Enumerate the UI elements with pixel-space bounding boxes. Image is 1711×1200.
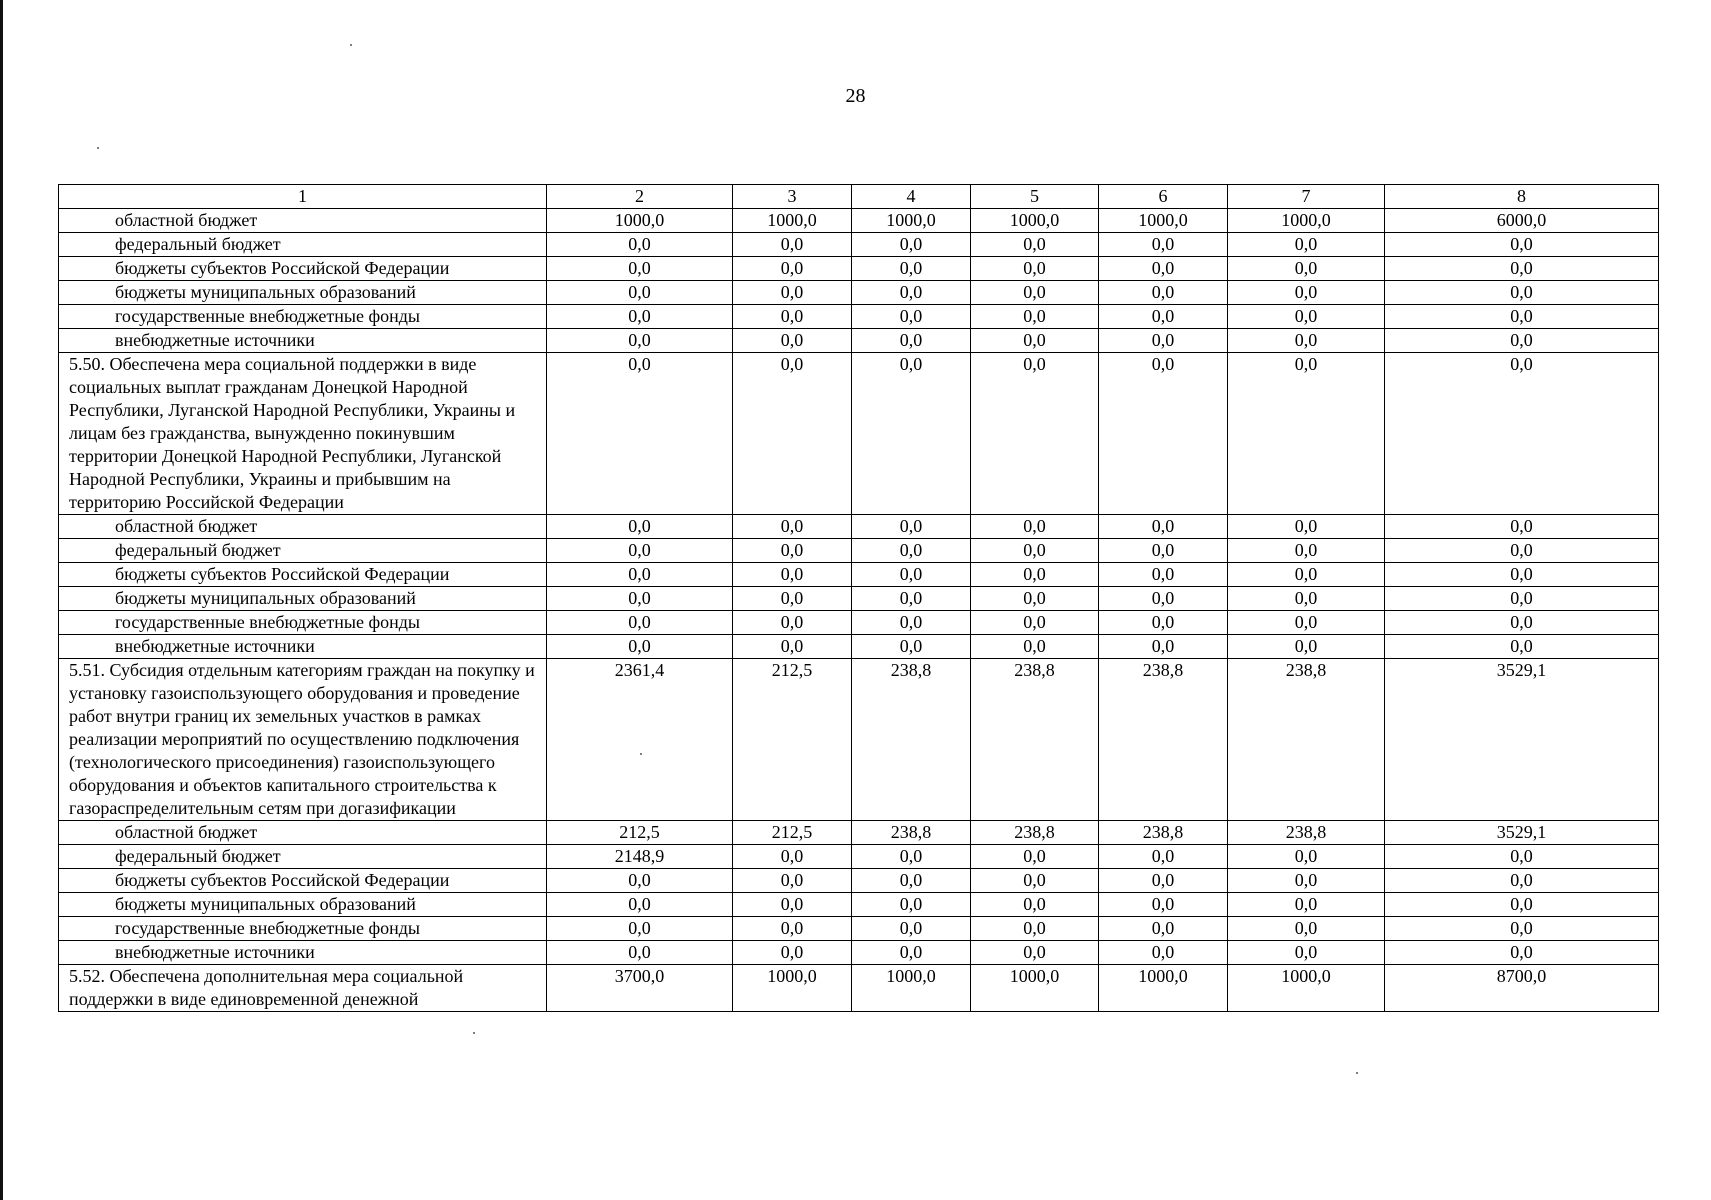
- value-cell: 0,0: [1385, 869, 1659, 893]
- funding-source-row: [59, 587, 1659, 611]
- funding-source-row: [59, 821, 1659, 845]
- funding-source-label: внебюджетные источники: [59, 635, 547, 659]
- value-cell: 0,0: [1385, 329, 1659, 353]
- scan-speck: [1356, 1072, 1358, 1074]
- value-cell: 1000,0: [1228, 209, 1385, 233]
- funding-source-label: внебюджетные источники: [59, 941, 547, 965]
- value-cell: 0,0: [733, 257, 852, 281]
- scan-speck: [350, 44, 352, 46]
- funding-source-row: [59, 305, 1659, 329]
- funding-source-row: [59, 917, 1659, 941]
- funding-source-label: бюджеты муниципальных образований: [59, 893, 547, 917]
- value-cell: 0,0: [1228, 329, 1385, 353]
- funding-source-label: государственные внебюджетные фонды: [59, 305, 547, 329]
- value-cell: 0,0: [733, 941, 852, 965]
- value-cell: 0,0: [547, 869, 733, 893]
- header-cell: 8: [1385, 185, 1659, 209]
- value-cell: 0,0: [1228, 941, 1385, 965]
- value-cell: 0,0: [547, 257, 733, 281]
- value-cell: 0,0: [852, 563, 971, 587]
- value-cell: 0,0: [852, 281, 971, 305]
- value-cell: 0,0: [1385, 515, 1659, 539]
- funding-source-label: бюджеты субъектов Российской Федерации: [59, 257, 547, 281]
- value-cell: 0,0: [852, 845, 971, 869]
- value-cell: 0,0: [852, 917, 971, 941]
- value-cell: 238,8: [971, 659, 1099, 821]
- value-cell: 0,0: [852, 611, 971, 635]
- funding-source-row: [59, 635, 1659, 659]
- scan-speck: [97, 147, 99, 149]
- header-cell: 7: [1228, 185, 1385, 209]
- value-cell: 1000,0: [1228, 965, 1385, 1012]
- value-cell: 1000,0: [852, 209, 971, 233]
- value-cell: 0,0: [1385, 353, 1659, 515]
- value-cell: 0,0: [852, 587, 971, 611]
- value-cell: 0,0: [971, 329, 1099, 353]
- value-cell: 0,0: [1099, 257, 1228, 281]
- value-cell: 0,0: [733, 611, 852, 635]
- funding-source-row: [59, 893, 1659, 917]
- value-cell: 0,0: [1385, 563, 1659, 587]
- value-cell: 0,0: [971, 305, 1099, 329]
- funding-source-row: [59, 209, 1659, 233]
- funding-source-row: [59, 941, 1659, 965]
- value-cell: 0,0: [1099, 587, 1228, 611]
- funding-source-label: областной бюджет: [59, 515, 547, 539]
- value-cell: 0,0: [1099, 281, 1228, 305]
- value-cell: 0,0: [1099, 941, 1228, 965]
- value-cell: 0,0: [1385, 893, 1659, 917]
- value-cell: 238,8: [852, 821, 971, 845]
- value-cell: 212,5: [547, 821, 733, 845]
- value-cell: 1000,0: [733, 965, 852, 1012]
- funding-source-label: федеральный бюджет: [59, 233, 547, 257]
- value-cell: 0,0: [971, 635, 1099, 659]
- value-cell: 0,0: [852, 941, 971, 965]
- value-cell: 238,8: [971, 821, 1099, 845]
- measure-label: 5.51. Субсидия отдельным категориям граждан на покупку и установку газоиспользующего оборудования и проведение работ внутри границ их земельных участков в рамках реализации мероприятий по осуществлению подключения (технологического присоединения) газоиспользующего оборудования и объектов капитального строительства к газораспределительным сетям при догазификации: [59, 659, 547, 821]
- value-cell: 0,0: [733, 893, 852, 917]
- value-cell: 0,0: [1385, 305, 1659, 329]
- value-cell: 0,0: [547, 635, 733, 659]
- scan-speck: [473, 1032, 475, 1034]
- measure-row: [59, 353, 1659, 515]
- table-body: [59, 185, 1659, 1012]
- value-cell: 0,0: [971, 845, 1099, 869]
- value-cell: 0,0: [1385, 941, 1659, 965]
- funding-source-label: государственные внебюджетные фонды: [59, 611, 547, 635]
- value-cell: 0,0: [852, 329, 971, 353]
- value-cell: 0,0: [852, 869, 971, 893]
- value-cell: 0,0: [733, 587, 852, 611]
- value-cell: 0,0: [971, 587, 1099, 611]
- header-row: [59, 185, 1659, 209]
- value-cell: 0,0: [1385, 257, 1659, 281]
- funding-source-label: бюджеты муниципальных образований: [59, 587, 547, 611]
- header-cell: 5: [971, 185, 1099, 209]
- value-cell: 1000,0: [971, 965, 1099, 1012]
- value-cell: 0,0: [1099, 539, 1228, 563]
- value-cell: 0,0: [547, 233, 733, 257]
- funding-source-row: [59, 515, 1659, 539]
- funding-source-label: государственные внебюджетные фонды: [59, 917, 547, 941]
- value-cell: 0,0: [547, 893, 733, 917]
- value-cell: 0,0: [733, 917, 852, 941]
- measure-label: 5.52. Обеспечена дополнительная мера социальной поддержки в виде единовременной денежной: [59, 965, 547, 1012]
- value-cell: 0,0: [971, 869, 1099, 893]
- funding-source-row: [59, 257, 1659, 281]
- value-cell: 3529,1: [1385, 821, 1659, 845]
- value-cell: 3700,0: [547, 965, 733, 1012]
- value-cell: 1000,0: [1099, 209, 1228, 233]
- value-cell: 0,0: [1099, 329, 1228, 353]
- value-cell: 0,0: [1228, 539, 1385, 563]
- value-cell: 0,0: [971, 281, 1099, 305]
- funding-source-row: [59, 869, 1659, 893]
- value-cell: 0,0: [1228, 515, 1385, 539]
- value-cell: 0,0: [547, 587, 733, 611]
- funding-source-label: федеральный бюджет: [59, 845, 547, 869]
- value-cell: 0,0: [733, 515, 852, 539]
- value-cell: 0,0: [1099, 917, 1228, 941]
- value-cell: 0,0: [971, 353, 1099, 515]
- header-cell: 2: [547, 185, 733, 209]
- value-cell: 1000,0: [852, 965, 971, 1012]
- value-cell: 0,0: [1099, 869, 1228, 893]
- value-cell: 0,0: [852, 233, 971, 257]
- value-cell: 0,0: [1228, 893, 1385, 917]
- value-cell: 0,0: [1228, 233, 1385, 257]
- value-cell: 8700,0: [1385, 965, 1659, 1012]
- value-cell: 0,0: [1099, 845, 1228, 869]
- measure-row: [59, 965, 1659, 1012]
- funding-source-row: [59, 281, 1659, 305]
- value-cell: 0,0: [852, 353, 971, 515]
- value-cell: 2361,4: [547, 659, 733, 821]
- value-cell: 0,0: [1385, 281, 1659, 305]
- value-cell: 0,0: [1228, 869, 1385, 893]
- value-cell: 0,0: [1385, 845, 1659, 869]
- value-cell: 0,0: [733, 563, 852, 587]
- value-cell: 0,0: [971, 539, 1099, 563]
- funding-source-label: федеральный бюджет: [59, 539, 547, 563]
- value-cell: 0,0: [1385, 611, 1659, 635]
- value-cell: 0,0: [852, 515, 971, 539]
- value-cell: 0,0: [1385, 539, 1659, 563]
- value-cell: 0,0: [547, 305, 733, 329]
- value-cell: 0,0: [852, 635, 971, 659]
- value-cell: 0,0: [547, 611, 733, 635]
- value-cell: 0,0: [1099, 233, 1228, 257]
- value-cell: 1000,0: [971, 209, 1099, 233]
- scan-speck: [640, 753, 642, 755]
- value-cell: 238,8: [1228, 821, 1385, 845]
- value-cell: 0,0: [1228, 305, 1385, 329]
- value-cell: 0,0: [1228, 635, 1385, 659]
- header-cell: 6: [1099, 185, 1228, 209]
- funding-source-row: [59, 329, 1659, 353]
- header-cell: 1: [59, 185, 547, 209]
- page-number: 28: [845, 85, 866, 107]
- funding-source-row: [59, 563, 1659, 587]
- value-cell: 0,0: [1099, 515, 1228, 539]
- funding-source-label: бюджеты субъектов Российской Федерации: [59, 869, 547, 893]
- value-cell: 0,0: [852, 305, 971, 329]
- value-cell: 0,0: [1099, 353, 1228, 515]
- value-cell: 0,0: [1228, 281, 1385, 305]
- value-cell: 0,0: [547, 539, 733, 563]
- value-cell: 0,0: [547, 563, 733, 587]
- header-cell: 4: [852, 185, 971, 209]
- value-cell: 0,0: [852, 539, 971, 563]
- value-cell: 0,0: [547, 941, 733, 965]
- value-cell: 0,0: [733, 305, 852, 329]
- value-cell: 0,0: [733, 869, 852, 893]
- value-cell: 0,0: [1385, 233, 1659, 257]
- value-cell: 0,0: [1228, 257, 1385, 281]
- value-cell: 0,0: [971, 941, 1099, 965]
- value-cell: 212,5: [733, 659, 852, 821]
- funding-source-label: внебюджетные источники: [59, 329, 547, 353]
- funding-source-label: областной бюджет: [59, 209, 547, 233]
- value-cell: 0,0: [733, 539, 852, 563]
- value-cell: 0,0: [971, 917, 1099, 941]
- value-cell: 0,0: [733, 281, 852, 305]
- funding-source-row: [59, 233, 1659, 257]
- value-cell: 0,0: [1228, 353, 1385, 515]
- funding-source-row: [59, 539, 1659, 563]
- value-cell: 0,0: [852, 893, 971, 917]
- value-cell: 0,0: [547, 353, 733, 515]
- value-cell: 1000,0: [1099, 965, 1228, 1012]
- value-cell: 0,0: [1228, 611, 1385, 635]
- funding-source-label: бюджеты субъектов Российской Федерации: [59, 563, 547, 587]
- budget-table: [58, 184, 1659, 1012]
- value-cell: 238,8: [852, 659, 971, 821]
- value-cell: 238,8: [1228, 659, 1385, 821]
- value-cell: 0,0: [1228, 563, 1385, 587]
- value-cell: 0,0: [733, 845, 852, 869]
- value-cell: 1000,0: [733, 209, 852, 233]
- value-cell: 0,0: [547, 329, 733, 353]
- value-cell: 238,8: [1099, 821, 1228, 845]
- value-cell: 3529,1: [1385, 659, 1659, 821]
- value-cell: 6000,0: [1385, 209, 1659, 233]
- value-cell: 0,0: [733, 329, 852, 353]
- value-cell: 2148,9: [547, 845, 733, 869]
- value-cell: 0,0: [1099, 563, 1228, 587]
- value-cell: 0,0: [1228, 587, 1385, 611]
- value-cell: 0,0: [733, 353, 852, 515]
- funding-source-label: бюджеты муниципальных образований: [59, 281, 547, 305]
- value-cell: 0,0: [733, 233, 852, 257]
- value-cell: 0,0: [1099, 893, 1228, 917]
- value-cell: 0,0: [971, 611, 1099, 635]
- funding-source-label: областной бюджет: [59, 821, 547, 845]
- measure-row: [59, 659, 1659, 821]
- value-cell: 0,0: [971, 515, 1099, 539]
- value-cell: 0,0: [1099, 635, 1228, 659]
- value-cell: 0,0: [1385, 635, 1659, 659]
- value-cell: 0,0: [1385, 587, 1659, 611]
- funding-source-row: [59, 845, 1659, 869]
- value-cell: 0,0: [852, 257, 971, 281]
- scan-left-edge: [0, 0, 3, 1200]
- value-cell: 0,0: [1228, 917, 1385, 941]
- value-cell: 238,8: [1099, 659, 1228, 821]
- value-cell: 212,5: [733, 821, 852, 845]
- value-cell: 0,0: [547, 917, 733, 941]
- funding-source-row: [59, 611, 1659, 635]
- header-cell: 3: [733, 185, 852, 209]
- value-cell: 0,0: [733, 635, 852, 659]
- value-cell: 0,0: [1228, 845, 1385, 869]
- value-cell: 0,0: [1099, 611, 1228, 635]
- value-cell: 0,0: [547, 515, 733, 539]
- value-cell: 0,0: [1385, 917, 1659, 941]
- value-cell: 0,0: [971, 233, 1099, 257]
- value-cell: 1000,0: [547, 209, 733, 233]
- value-cell: 0,0: [547, 281, 733, 305]
- measure-label: 5.50. Обеспечена мера социальной поддержки в виде социальных выплат гражданам Донецкой Народной Республики, Луганской Народной Республики, Украины и лицам без гражданства, вынужденно покинувшим территории Донецкой Народной Республики, Луганской Народной Республики, Украины и прибывшим на территорию Российской Федерации: [59, 353, 547, 515]
- value-cell: 0,0: [971, 563, 1099, 587]
- value-cell: 0,0: [971, 893, 1099, 917]
- value-cell: 0,0: [1099, 305, 1228, 329]
- value-cell: 0,0: [971, 257, 1099, 281]
